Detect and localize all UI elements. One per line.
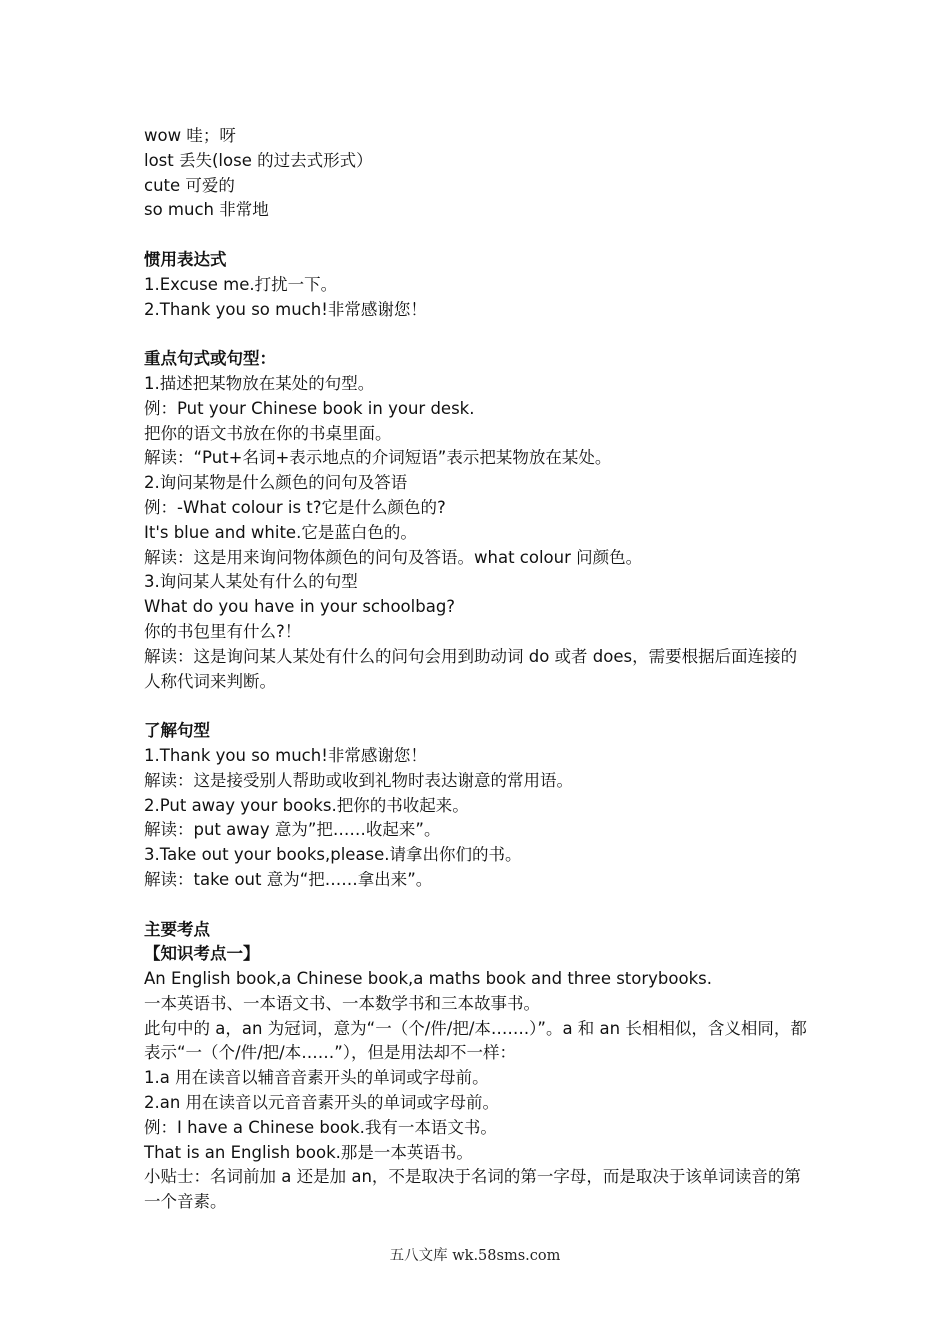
exam-line: 小贴士：名词前加 a 还是加 an，不是取决于名词的第一字母，而是取决于该单词读音的第一个音素。 bbox=[144, 1167, 801, 1212]
exam-line: That is an English book.那是一本英语书。 bbox=[144, 1142, 473, 1162]
understand-line: 解读：这是接受别人帮助或收到礼物时表达谢意的常用语。 bbox=[144, 770, 573, 790]
key-pattern-line: 3.询问某人某处有什么的句型 bbox=[144, 572, 358, 592]
spacer bbox=[144, 322, 812, 347]
vocab-line: wow 哇；呀 bbox=[144, 126, 236, 145]
section-heading-expressions: 惯用表达式 bbox=[144, 249, 227, 269]
vocab-line: so much 非常地 bbox=[144, 200, 269, 220]
key-pattern-line: 解读：“Put+名词+表示地点的介词短语”表示把某物放在某处。 bbox=[144, 448, 612, 468]
key-pattern-line: 2.询问某物是什么颜色的问句及答语 bbox=[144, 473, 408, 493]
key-pattern-line: It's blue and white.它是蓝白色的。 bbox=[144, 522, 417, 542]
expression-line: 1.Excuse me.打扰一下。 bbox=[144, 274, 338, 294]
understand-line: 3.Take out your books,please.请拿出你们的书。 bbox=[144, 845, 522, 865]
section-heading-understand: 了解句型 bbox=[144, 721, 210, 741]
key-pattern-line: 解读：这是用来询问物体颜色的问句及答语。what colour 问颜色。 bbox=[144, 547, 643, 567]
understand-line: 解读：take out 意为“把……拿出来”。 bbox=[144, 869, 433, 889]
key-pattern-line: 1.描述把某物放在某处的句型。 bbox=[144, 373, 375, 393]
understand-line: 1.Thank you so much!非常感谢您！ bbox=[144, 745, 427, 765]
exam-line: 一本英语书、一本语文书、一本数学书和三本故事书。 bbox=[144, 993, 540, 1013]
key-pattern-line: 解读：这是询问某人某处有什么的问句会用到助动词 do 或者 does，需要根据后面连接的人称代词来判断。 bbox=[144, 646, 798, 691]
document-body bbox=[144, 124, 812, 1215]
vocab-line: cute 可爱的 bbox=[144, 175, 235, 195]
exam-subheading: 【知识考点一】 bbox=[144, 944, 260, 964]
section-heading-key-patterns: 重点句式或句型： bbox=[144, 349, 276, 369]
exam-line: An English book,a Chinese book,a maths book and three storybooks. bbox=[144, 969, 712, 989]
exam-line: 1.a 用在读音以辅音音素开头的单词或字母前。 bbox=[144, 1068, 489, 1088]
spacer bbox=[144, 893, 812, 918]
section-heading-exam: 主要考点 bbox=[144, 919, 210, 939]
vocab-line: lost 丢失(lose 的过去式形式） bbox=[144, 150, 373, 170]
spacer bbox=[144, 223, 812, 248]
key-pattern-line: 例：Put your Chinese book in your desk. bbox=[144, 398, 475, 418]
exam-line: 2.an 用在读音以元音音素开头的单词或字母前。 bbox=[144, 1093, 500, 1113]
key-pattern-line: 把你的语文书放在你的书桌里面。 bbox=[144, 423, 392, 443]
key-pattern-line: What do you have in your schoolbag? bbox=[144, 597, 456, 617]
page-footer: 五八文库 wk.58sms.com bbox=[389, 1248, 561, 1264]
exam-line: 例：I have a Chinese book.我有一本语文书。 bbox=[144, 1117, 497, 1137]
key-pattern-line: 你的书包里有什么?！ bbox=[144, 621, 302, 641]
understand-line: 2.Put away your books.把你的书收起来。 bbox=[144, 795, 469, 815]
spacer bbox=[144, 694, 812, 719]
understand-line: 解读：put away 意为”把……收起来”。 bbox=[144, 820, 441, 840]
key-pattern-line: 例：-What colour is t?它是什么颜色的? bbox=[144, 497, 446, 517]
expression-line: 2.Thank you so much!非常感谢您！ bbox=[144, 299, 427, 319]
exam-line: 此句中的 a，an 为冠词，意为“一（个/件/把/本…….）”。a 和 an 长相相似，含义相同，都表示“一（个/件/把/本……”），但是用法却不一样： bbox=[144, 1018, 807, 1063]
